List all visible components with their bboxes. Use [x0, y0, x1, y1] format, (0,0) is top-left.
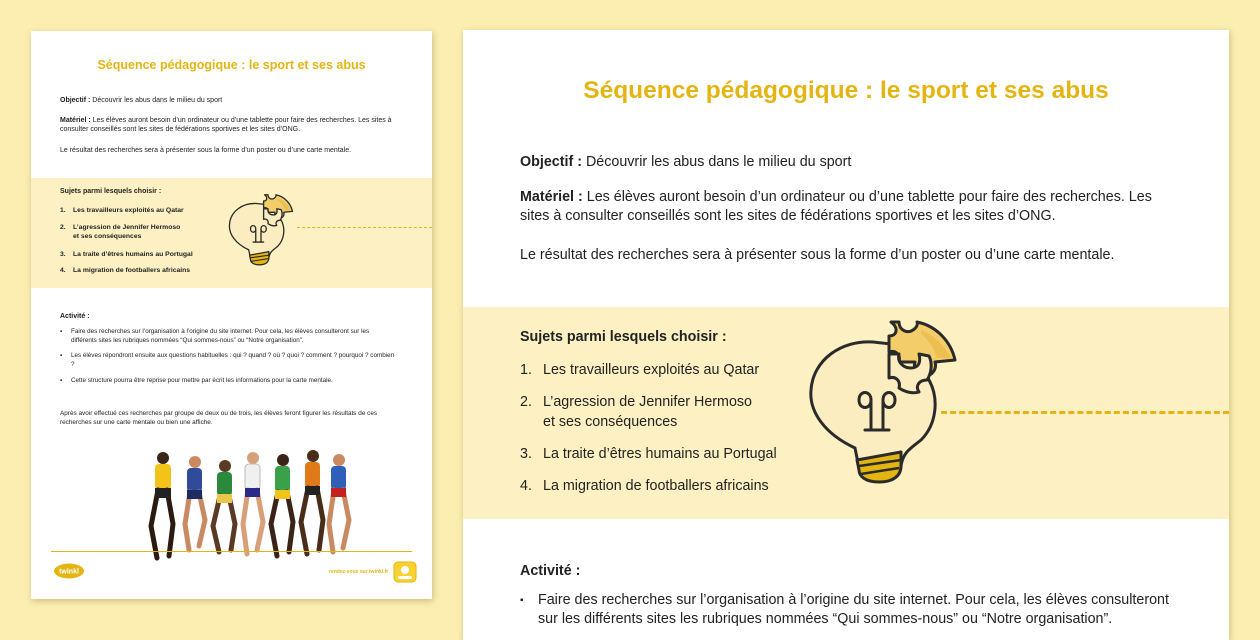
topics-title: Sujets parmi lesquels choisir :	[60, 188, 162, 195]
materiel-text: Les élèves auront besoin d’un ordinateur ou d’une tablette pour faire des recherches. Les sites à consulter conseillés sont les sites de fédérations sportives et les sites d’ONG.	[520, 189, 1152, 224]
page-title: Séquence pédagogique : le sport et ses abus	[97, 58, 366, 72]
topic-item: 2. L’agression de Jennifer Hermoso et ses conséquences	[60, 224, 181, 240]
topic-item: 3. La traite d’êtres humains au Portugal	[60, 251, 193, 258]
zoomed-page[interactable]	[463, 30, 1229, 640]
activity-bullet: ▪ Les élèves répondront ensuite aux questions habituelles : qui ? quand ? où ? quoi ? comment ? pourquoi ? combien ?	[60, 352, 395, 368]
objectif-text: Découvrir les abus dans le milieu du sport	[585, 154, 852, 170]
runner	[329, 454, 349, 552]
thumbnail-page[interactable]	[31, 31, 432, 599]
twinkl-logo[interactable]	[53, 563, 85, 579]
dashed-connector	[941, 411, 1229, 414]
runners-illustration	[143, 446, 355, 576]
page-title: Séquence pédagogique : le sport et ses abus	[583, 77, 1109, 104]
objectif-line	[520, 153, 1181, 172]
runner	[243, 452, 263, 554]
runner	[151, 452, 173, 558]
topic-item: 3. La traite d’êtres humains au Portugal	[520, 446, 777, 462]
activity-title: Activité :	[60, 313, 90, 320]
activity-bullet: ▪ Faire des recherches sur l’organisation à l’origine du site internet. Pour cela, les élèves consulteront sur les différents sites les rubriques nommées “Qui sommes-nous” ou “Notre organisation”.	[520, 592, 1169, 627]
twinkl-badge-icon	[393, 561, 417, 583]
footer-link[interactable]: rendez-vous sur twinkl.fr	[329, 569, 389, 575]
objectif-label: Objectif :	[60, 97, 91, 104]
topic-item: 1. Les travailleurs exploités au Qatar	[60, 207, 184, 214]
footer-rule	[51, 551, 412, 552]
resultat-line: Le résultat des recherches sera à présenter sous la forme d’un poster ou d’une carte mentale.	[60, 147, 352, 154]
activity-title: Activité :	[520, 563, 581, 579]
activity-bullet: ▪ Cette structure pourra être reprise pour mettre par écrit les informations pour la carte mentale.	[60, 377, 333, 384]
objectif-line	[60, 96, 402, 105]
resultat-line: Le résultat des recherches sera à présenter sous la forme d’un poster ou d’une carte mentale.	[520, 247, 1115, 263]
topics-title: Sujets parmi lesquels choisir :	[520, 329, 727, 345]
topic-item: 4. La migration de footballers africains	[520, 478, 769, 494]
materiel-line	[520, 188, 1181, 226]
runner	[185, 456, 205, 550]
materiel-label: Matériel :	[60, 117, 91, 124]
topic-item: 4. La migration de footballers africains	[60, 267, 191, 274]
lightbulb-puzzle-icon	[803, 320, 963, 485]
logo-text: twinkl	[59, 568, 79, 576]
runner	[271, 454, 293, 556]
topic-item: 1. Les travailleurs exploités au Qatar	[520, 362, 760, 378]
topic-item: 2. L’agression de Jennifer Hermoso et ses conséquences	[520, 394, 753, 430]
runner	[301, 450, 323, 554]
objectif-text: Découvrir les abus dans le milieu du sport	[92, 97, 223, 104]
materiel-text: Les élèves auront besoin d’un ordinateur ou d’une tablette pour faire des recherches. Les sites à consulter conseillés sont les sites de fédérations sportives et les sites d’ONG.	[60, 117, 392, 133]
objectif-label: Objectif :	[520, 154, 582, 170]
dashed-connector	[297, 227, 432, 228]
lightbulb-puzzle-icon	[226, 187, 296, 273]
runner	[213, 460, 235, 552]
materiel-line	[60, 116, 402, 134]
conclusion-text: Après avoir effectué ces recherches par groupe de deux ou de trois, les élèves feront figurer les résultats de ces recherches sur une carte mentale ou bien une affiche.	[60, 410, 378, 426]
materiel-label: Matériel :	[520, 189, 583, 205]
activity-bullet: ▪ Faire des recherches sur l’organisation à l’origine du site internet. Pour cela, les élèves consulteront sur les différents sites les rubriques nommées “Qui sommes-nous” ou “Notre organisation”.	[60, 328, 370, 344]
